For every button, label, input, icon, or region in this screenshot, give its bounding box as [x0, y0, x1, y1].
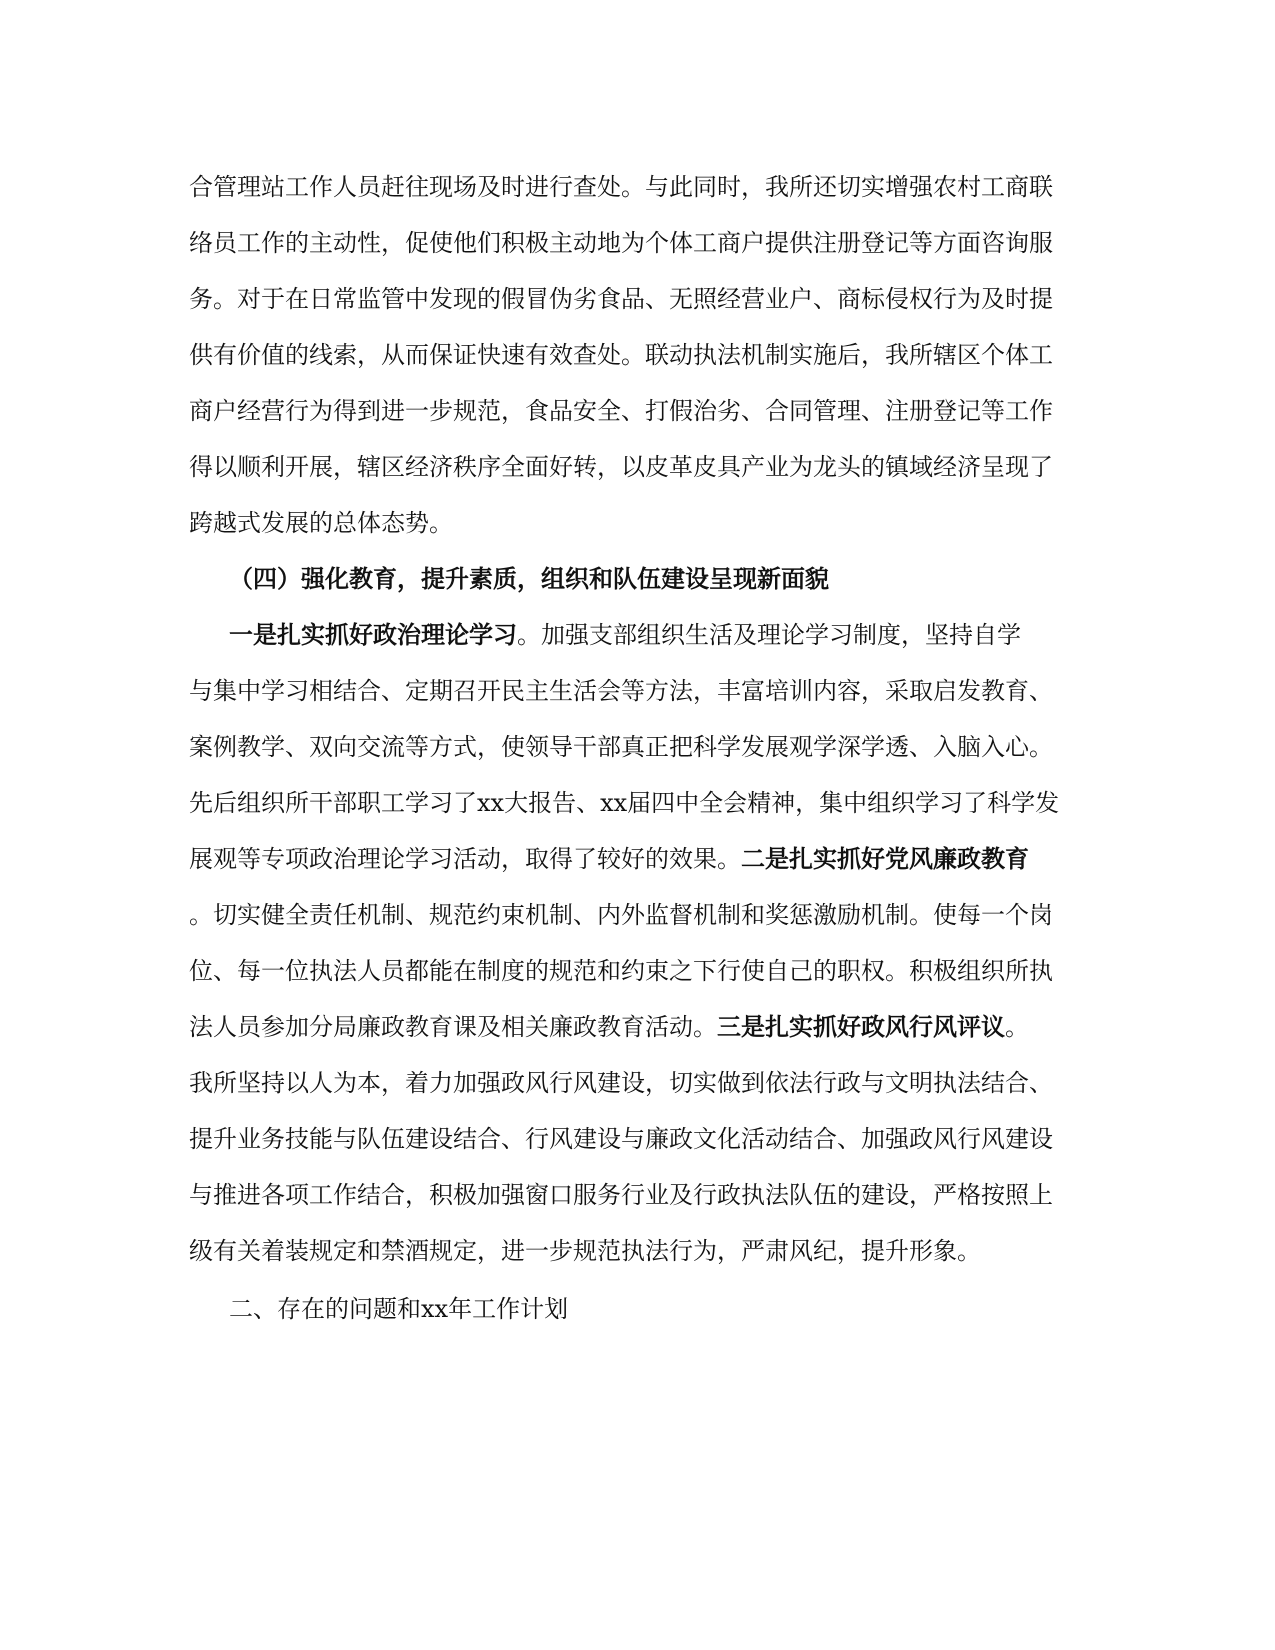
paragraph1-line-1: 合管理站工作人员赶往现场及时进行查处。与此同时，我所还切实增强农村工商联	[189, 173, 1053, 201]
paragraph2-line-5	[189, 844, 1029, 874]
paragraph2-line-4: 先后组织所干部职工学习了xx大报告、xx届四中全会精神，集中组织学习了科学发	[189, 789, 1060, 817]
point-2-title: 二是扎实抓好党风廉政教育	[741, 845, 1029, 873]
point-3-title: 三是扎实抓好政风行风评议	[717, 1013, 1005, 1041]
paragraph2-line-1-text: 。加强支部组织生活及理论学习制度，坚持自学	[517, 621, 1021, 649]
paragraph2-line-7: 位、每一位执法人员都能在制度的规范和约束之下行使自己的职权。积极组织所执	[189, 957, 1053, 985]
paragraph2-line-11: 与推进各项工作结合，积极加强窗口服务行业及行政执法队伍的建设，严格按照上	[189, 1181, 1053, 1209]
paragraph2-line-2: 与集中学习相结合、定期召开民主生活会等方法，丰富培训内容，采取启发教育、	[189, 677, 1053, 705]
section-2-heading: 二、存在的问题和xx年工作计划	[229, 1295, 569, 1323]
section-4-heading: （四）强化教育，提升素质，组织和队伍建设呈现新面貌	[229, 565, 829, 593]
paragraph2-line-8	[189, 1012, 1029, 1042]
paragraph1-line-5: 商户经营行为得到进一步规范，食品安全、打假治劣、合同管理、注册登记等工作	[189, 397, 1053, 425]
paragraph2-line-12: 级有关着装规定和禁酒规定，进一步规范执法行为，严肃风纪，提升形象。	[189, 1237, 981, 1265]
paragraph2-line-8-end: 。	[1005, 1013, 1029, 1041]
paragraph2-line-10: 提升业务技能与队伍建设结合、行风建设与廉政文化活动结合、加强政风行风建设	[189, 1125, 1053, 1153]
paragraph2-line-9: 我所坚持以人为本，着力加强政风行风建设，切实做到依法行政与文明执法结合、	[189, 1069, 1053, 1097]
paragraph2-line-6: 。切实健全责任机制、规范约束机制、内外监督机制和奖惩激励机制。使每一个岗	[189, 901, 1053, 929]
paragraph1-line-2: 络员工作的主动性，促使他们积极主动地为个体工商户提供注册登记等方面咨询服	[189, 229, 1053, 257]
paragraph2-line-3: 案例教学、双向交流等方式，使领导干部真正把科学发展观学深学透、入脑入心。	[189, 733, 1053, 761]
paragraph2-line-1	[229, 620, 1021, 650]
paragraph2-line-5-text: 展观等专项政治理论学习活动，取得了较好的效果。	[189, 845, 741, 873]
paragraph2-line-8-text: 法人员参加分局廉政教育课及相关廉政教育活动。	[189, 1013, 717, 1041]
paragraph1-line-7: 跨越式发展的总体态势。	[189, 509, 453, 537]
paragraph1-line-4: 供有价值的线索，从而保证快速有效查处。联动执法机制实施后，我所辖区个体工	[189, 341, 1053, 369]
paragraph1-line-3: 务。对于在日常监管中发现的假冒伪劣食品、无照经营业户、商标侵权行为及时提	[189, 285, 1053, 313]
paragraph1-line-6: 得以顺利开展，辖区经济秩序全面好转，以皮革皮具产业为龙头的镇域经济呈现了	[189, 453, 1053, 481]
point-1-title: 一是扎实抓好政治理论学习	[229, 621, 517, 649]
